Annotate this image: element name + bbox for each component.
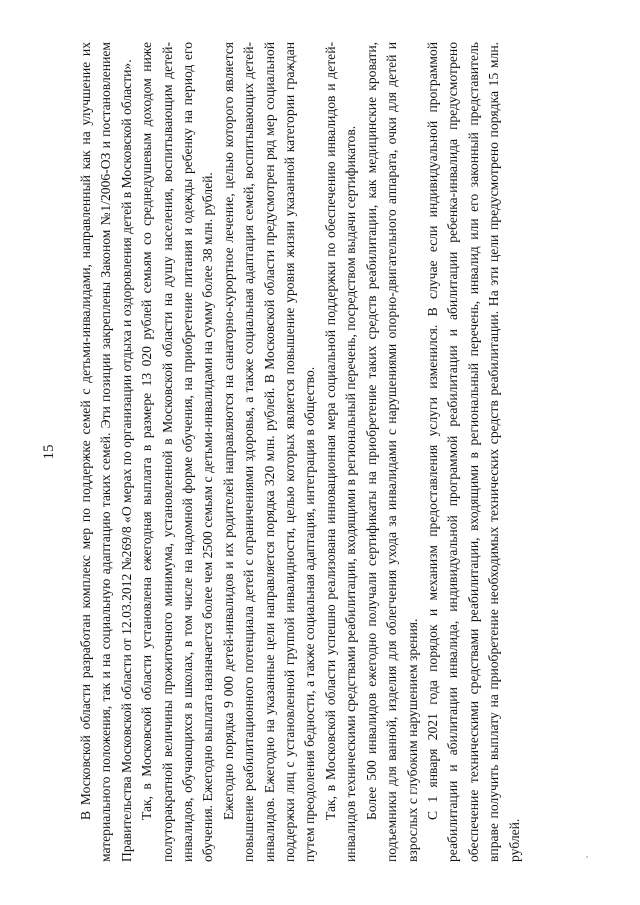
page-number: 15 (41, 444, 57, 460)
paragraph-2: Так, в Московской области установлена ежегодная выплата в размере 13 020 рублей семьям со среднедушевым доходом ниже полуторакратной величины прожиточного минимума, установленной в Московской области на душу населения, воспитывающим детей-инвалидов, обучающихся в школах, в том числе на надомной форме обучения, на приобретение питания и одежды ребенку на период его обучения. Ежегодно выплата назначается более чем 2500 семьям с детьми-инвалидами на сумму более 38 млн. рублей. (139, 42, 216, 862)
paragraph-3: Ежегодно порядка 9 000 детей-инвалидов и их родителей направляются на санаторно-курортное лечение, целью которого является повышение реабилитационного потенциала детей с ограничениями здоровья, а также социальная адаптация семей, воспитывающих детей-инвалидов. Ежегодно на указанные цели направляется порядка 320 млн. рублей. В Московской области предусмотрен ряд мер социальной поддержки лиц с установленной группой инвалидности, целью которых является повышение уровня жизни указанной категории граждан путем преодоления бедности, а также социальная адаптация, интеграция в общество. (220, 42, 318, 862)
paragraph-5: Более 500 инвалидов ежегодно получали сертификаты на приобретение таких средств реабилитации, как медицинские кровати, подъемники для ванной, изделия для облегчения ухода за инвалидами с нарушениями опорно-двигательного аппарата, очки для детей и взрослых с глубоким нарушением зрения. (363, 42, 420, 862)
rotated-text-block (40, 36, 600, 868)
scan-speck (586, 856, 588, 858)
paragraph-6: С 1 января 2021 года порядок и механизм предоставления услуги изменился. В случае если индивидуальной программой реабилитации и абилитации инвалида, индивидуальной программой реабилитации и абилитации ребенка-инвалида предусмотрено обеспечение техническими средствами реабилитации, входящими в региональный перечень, инвалид или его законный представитель вправе получить выплату на приобретение необходимых технических средств реабилитации. На эти цели предусмотрено порядка 15 млн. рублей. (424, 42, 522, 862)
paragraph-4: Так, в Московской области успешно реализована инновационная мера социальной поддержки по обеспечению инвалидов и детей-инвалидов техническими средствами реабилитации, входящими в региональный перечень, посредством выдачи сертификатов. (322, 42, 359, 862)
paragraph-1: В Московской области разработан комплекс мер по поддержке семей с детьми-инвалидами, направленный как на улучшение их материального положения, так и на социальную адаптацию таких семей. Эти позиции закреплены Законом №1/2006-ОЗ и постановлением Правительства Московской области от 12.03.2012 №269/8 «О мерах по организации отдыха и оздоровления детей в Московской области». (78, 42, 134, 862)
